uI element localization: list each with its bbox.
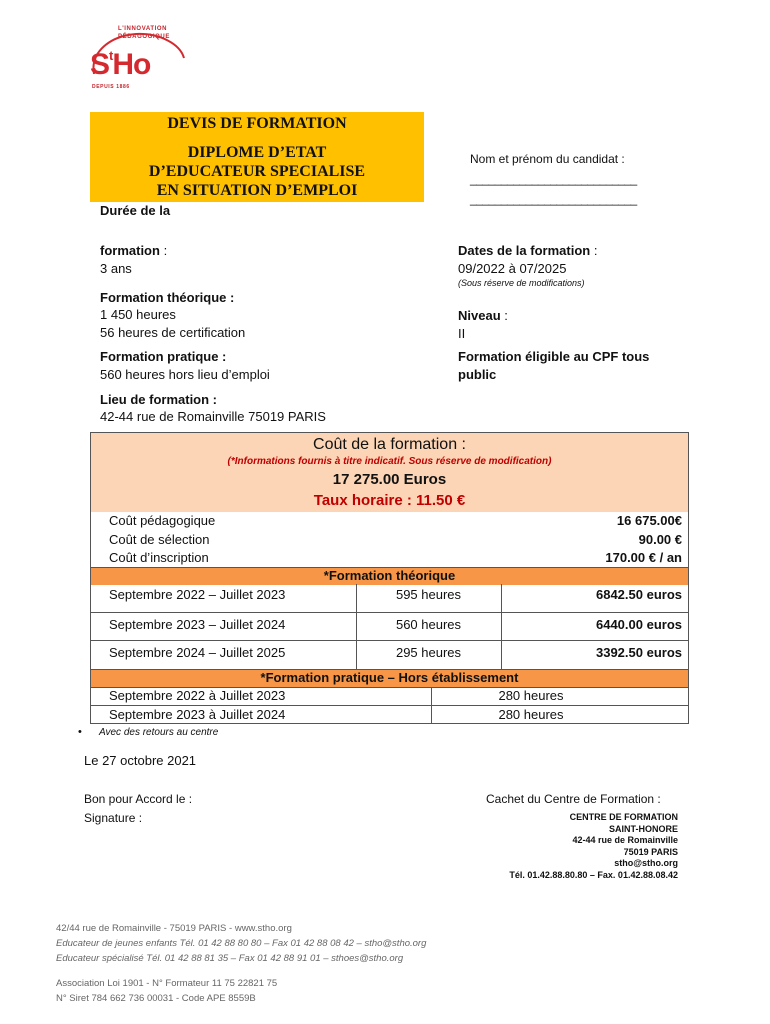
theory-hours: 1 450 heures	[100, 307, 176, 322]
table-row: Septembre 2022 à Juillet 2023	[109, 688, 286, 703]
candidate-label: Nom et prénom du candidat :	[470, 152, 625, 166]
level-value: II	[458, 326, 466, 341]
cost-line-label: Coût pédagogique	[109, 513, 216, 528]
candidate-line-2[interactable]: ___________________________	[470, 192, 637, 206]
table-cell-amount: 3392.50 euros	[595, 645, 682, 660]
theory-header: *Formation théorique	[323, 568, 456, 583]
table-cell-hours: 295 heures	[395, 645, 462, 660]
diploma-line-1: DIPLOME D’ETAT	[187, 144, 327, 161]
signature-label: Signature :	[84, 811, 143, 825]
stamp-line: SAINT-HONORE	[608, 823, 678, 834]
table-cell-amount: 6440.00 euros	[595, 617, 682, 632]
stamp-line: 42-44 rue de Romainville	[572, 835, 678, 845]
quote-title: DEVIS DE FORMATION	[167, 115, 347, 132]
hourly-rate: Taux horaire : 11.50 €	[313, 492, 466, 509]
stho-logo	[88, 26, 188, 96]
stamp	[470, 812, 678, 881]
footer-association: Association Loi 1901 - N° Formateur 11 75 22821 75	[56, 978, 278, 989]
theory-label: Formation théorique :	[100, 290, 235, 305]
table-row: Septembre 2023 à Juillet 2024	[109, 707, 286, 722]
place-label: Lieu de formation :	[100, 392, 217, 407]
logo-tagline-1: L'INNOVATION	[118, 26, 168, 32]
cost-line-value: 90.00 €	[638, 532, 682, 547]
table-cell-hours: 280 heures	[498, 688, 564, 703]
cpf-line-2: public	[458, 367, 497, 382]
practice-header: *Formation pratique – Hors établissement	[260, 670, 519, 685]
cost-line-value: 16 675.00€	[616, 513, 682, 528]
footer-es: Educateur spécialisé Tél. 01 42 88 81 35 – Fax 01 42 88 91 01 – sthoes@stho.org	[56, 953, 404, 964]
practice-value: 560 heures hors lieu d’emploi	[100, 367, 270, 382]
theory-rows	[91, 584, 688, 669]
logo-since: DEPUIS 1886	[92, 84, 130, 90]
diploma-line-3: EN SITUATION D’EMPLOI	[156, 182, 358, 199]
quote-date: Le 27 octobre 2021	[84, 753, 197, 768]
stamp-line: stho@stho.org	[614, 858, 678, 868]
cost-title: Coût de la formation :	[313, 436, 466, 453]
diploma-line-2: D’EDUCATEUR SPECIALISE	[148, 163, 366, 180]
footer-eje: Educateur de jeunes enfants Tél. 01 42 88 80 80 – Fax 01 42 88 08 42 – stho@stho.org	[56, 938, 427, 949]
footer-address: 42/44 rue de Romainville - 75019 PARIS - www.stho.org	[56, 923, 292, 934]
stamp-line: 75019 PARIS	[623, 846, 678, 857]
table-cell-hours: 595 heures	[395, 587, 462, 602]
cost-table	[90, 432, 689, 724]
table-row: Septembre 2024 – Juillet 2025	[109, 645, 286, 660]
dates-value: 09/2022 à 07/2025	[458, 261, 567, 276]
duration-label-1: Durée de la	[100, 203, 171, 218]
duration-label-2: formation :	[100, 243, 168, 258]
level-label: Niveau :	[458, 308, 508, 323]
stamp-label: Cachet du Centre de Formation :	[486, 792, 661, 806]
table-row: Septembre 2023 – Juillet 2024	[109, 617, 286, 632]
dates-note: (Sous réserve de modifications)	[458, 278, 585, 288]
duration-value: 3 ans	[100, 261, 132, 276]
logo-tagline-2: PÉDAGOGIQUE	[118, 34, 170, 40]
bullet-icon: •	[78, 726, 82, 738]
practice-label: Formation pratique :	[100, 349, 227, 364]
candidate-line-1[interactable]: ___________________________	[470, 172, 637, 186]
cost-total: 17 275.00 Euros	[332, 471, 447, 488]
practice-rows	[91, 687, 688, 724]
table-row: Septembre 2022 – Juillet 2023	[109, 587, 286, 602]
cost-note: (*Informations fournis à titre indicatif. Sous réserve de modification)	[227, 456, 552, 467]
cpf-line-1: Formation éligible au CPF tous	[458, 349, 650, 364]
stamp-line: CENTRE DE FORMATION	[569, 812, 678, 822]
theory-cert: 56 heures de certification	[100, 325, 246, 340]
bullet-note: Avec des retours au centre	[99, 727, 219, 738]
cost-line-label: Coût d’inscription	[109, 550, 209, 565]
stamp-line: Tél. 01.42.88.80.80 – Fax. 01.42.88.08.42	[509, 869, 678, 880]
cost-line-value: 170.00 € / an	[605, 550, 682, 565]
dates-label: Dates de la formation :	[458, 243, 598, 258]
place-value: 42-44 rue de Romainville 75019 PARIS	[100, 409, 326, 424]
logo-brand: $S^tHo$	[90, 48, 151, 81]
footer-siret: N° Siret 784 662 736 00031 - Code APE 8559B	[56, 993, 256, 1004]
table-cell-amount: 6842.50 euros	[595, 587, 682, 602]
cost-line-label: Coût de sélection	[109, 532, 210, 547]
table-cell-hours: 280 heures	[498, 707, 564, 722]
table-cell-hours: 560 heures	[395, 617, 462, 632]
agreement-label: Bon pour Accord le :	[84, 792, 193, 806]
